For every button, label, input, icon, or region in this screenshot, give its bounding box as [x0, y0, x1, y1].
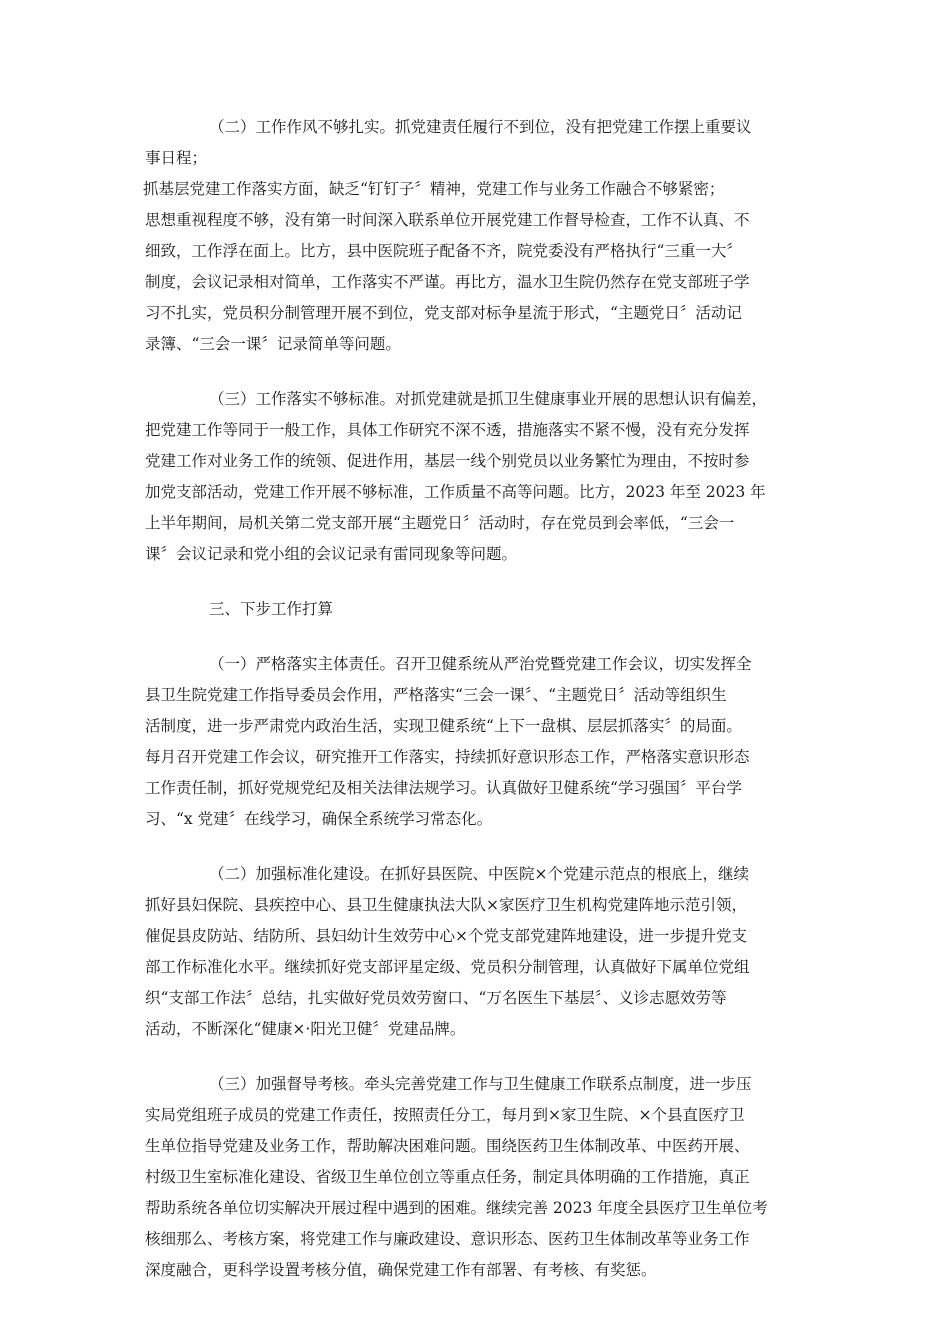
paragraph-gap [145, 360, 811, 384]
text-line: 村级卫生室标准化建设、省级卫生单位创立等重点任务，制定具体明确的工作措施，真正 [145, 1168, 750, 1186]
text-line: 县卫生院党建工作指导委员会作用，严格落实“三会一课〞、“主题党日〞活动等组织生 [145, 686, 727, 704]
paragraph-grassroots [145, 174, 811, 205]
text-line: 活制度，进一步严肃党内政治生活，实现卫健系统“上下一盘棋、层层抓落实〞的局面。 [145, 717, 742, 735]
paragraph-responsibility [145, 649, 811, 835]
paragraph-gap [145, 1045, 811, 1069]
text-line: （二）工作作风不够扎实。抓党建责任履行不到位，没有把党建工作摆上重要议 [209, 118, 752, 136]
paragraph-thinking [145, 205, 811, 360]
text-line: 每月召开党建工作会议，研究推开工作落实，持续抓好意识形态工作，严格落实意识形态 [145, 748, 750, 766]
text-line: 抓基层党建工作落实方面，缺乏“钉钉子〞精神，党建工作与业务工作融合不够紧密； [143, 180, 725, 198]
text-line: 实局党组班子成员的党建工作责任，按照责任分工，每月到×家卫生院、×个县直医疗卫 [145, 1106, 745, 1124]
text-line: 催促县皮防站、结防所、县妇幼计生效劳中心×个党支部党建阵地建设，进一步提升党支 [145, 927, 747, 945]
paragraph-standardization [145, 859, 811, 1045]
text-line: （三）加强督导考核。牵头完善党建工作与卫生健康工作联系点制度，进一步压 [209, 1075, 752, 1093]
section-heading: 三、下步工作打算 [209, 600, 334, 618]
paragraph-work-style [145, 112, 811, 174]
text-line: 录簿、“三会一课〞记录简单等问题。 [145, 335, 401, 353]
text-line: 制度，会议记录相对简单，工作落实不严谨。再比方，温水卫生院仍然存在党支部班子学 [145, 273, 750, 291]
text-line: 思想重视程度不够，没有第一时间深入联系单位开展党建工作督导检查，工作不认真、不 [145, 211, 750, 229]
text-line: （二）加强标准化建设。在抓好县医院、中医院×个党建示范点的根底上，继续 [209, 865, 749, 883]
text-line: 习不扎实，党员积分制管理开展不到位，党支部对标争星流于形式，“主题党日〞活动记 [145, 304, 742, 322]
text-line: 上半年期间，局机关第二党支部开展“主题党日〞活动时，存在党员到会率低，“三会一 [145, 514, 735, 532]
text-line: 织“支部工作法〞总结，扎实做好党员效劳窗口、“万名医生下基层〞、义诊志愿效劳等 [145, 989, 727, 1007]
text-line: 帮助系统各单位切实解决开展过程中遇到的困难。继续完善 2023 年度全县医疗卫生单位考 [145, 1199, 768, 1217]
document-body [145, 112, 811, 1286]
paragraph-implementation [145, 384, 811, 570]
text-line: （一）严格落实主体责任。召开卫健系统从严治党暨党建工作会议，切实发挥全 [209, 655, 752, 673]
paragraph-gap [145, 625, 811, 649]
text-line: 加党支部活动，党建工作开展不够标准，工作质量不高等问题。比方，2023 年至 2023 年 [145, 483, 766, 501]
text-line: 细致，工作浮在面上。比方，县中医院班子配备不齐，院党委没有严格执行“三重一大〞 [145, 242, 742, 260]
paragraph-gap [145, 835, 811, 859]
text-line: 深度融合，更科学设置考核分值，确保党建工作有部署、有考核、有奖惩。 [145, 1261, 657, 1279]
text-line: （三）工作落实不够标准。对抓党建就是抓卫生健康事业开展的思想认识有偏差， [209, 390, 768, 408]
text-line: 党建工作对业务工作的统领、促进作用，基层一线个别党员以业务繁忙为理由，不按时参 [145, 452, 750, 470]
text-line: 课〞会议记录和党小组的会议记录有雷同现象等问题。 [145, 545, 518, 563]
text-line: 抓好县妇保院、县疾控中心、县卫生健康执法大队×家医疗卫生机构党建阵地示范引领， [145, 896, 747, 914]
paragraph-gap [145, 570, 811, 594]
text-line: 生单位指导党建及业务工作，帮助解决困难问题。围绕医药卫生体制改革、中医药开展、 [145, 1137, 750, 1155]
text-line: 活动，不断深化“健康×·阳光卫健〞党建品牌。 [145, 1020, 466, 1038]
text-line: 部工作标准化水平。继续抓好党支部评星定级、党员积分制管理，认真做好下属单位党组 [145, 958, 750, 976]
text-line: 习、“x 党建〞在线学习，确保全系统学习常态化。 [145, 810, 493, 828]
paragraph-supervision [145, 1069, 811, 1286]
text-line: 核细那么、考核方案，将党建工作与廉政建设、意识形态、医药卫生体制改革等业务工作 [145, 1230, 750, 1248]
text-line: 把党建工作等同于一般工作，具体工作研究不深不透，措施落实不紧不慢，没有充分发挥 [145, 421, 750, 439]
text-line: 工作责任制，抓好党规党纪及相关法律法规学习。认真做好卫健系统“学习强国〞平台学 [145, 779, 742, 797]
text-line: 事日程； [145, 149, 208, 167]
